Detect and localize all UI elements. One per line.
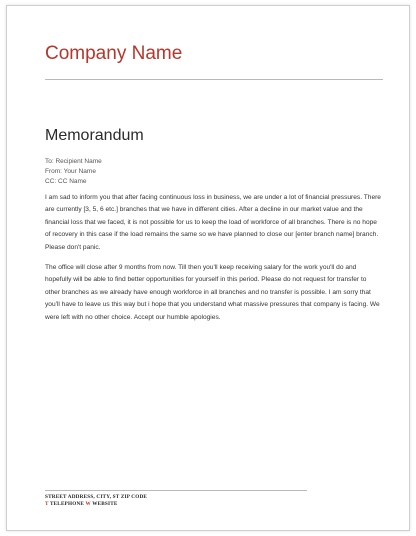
footer-telephone: TELEPHONE bbox=[49, 501, 85, 507]
memo-page bbox=[6, 5, 410, 531]
memo-body bbox=[45, 192, 381, 332]
memo-meta bbox=[45, 157, 102, 187]
footer-contact bbox=[45, 501, 147, 508]
memo-to: To: Recipient Name bbox=[45, 158, 102, 165]
header-divider bbox=[45, 79, 383, 80]
memo-from: From: Your Name bbox=[45, 168, 96, 175]
memo-paragraph: I am sad to inform you that after facing continuous loss in business, we are under a lot of financial pressures. There are currently [3, 5, 6 etc.] branches that we have in different cities. After a decline in our market value and the financial loss that we faced, it is not possible for us to keep the load of workforce of all branches. There is no hope of recovery in this case if the load remains the same so we have planned to close our [enter branch name] branch. Please don't panic. bbox=[45, 194, 381, 251]
memo-title: Memorandum bbox=[45, 127, 144, 144]
footer-website: WEBSITE bbox=[92, 501, 118, 507]
memo-cc: CC: CC Name bbox=[45, 178, 87, 185]
footer bbox=[45, 494, 147, 508]
memo-paragraph: The office will close after 9 months from now. Till then you'll keep receiving salary for the work you'll do and hopefully will be able to find better opportunities for yourself in this period. Please do not request for transfer to other branches as we already have enough workforce in all branches and no transfer is possible. I am sorry that you'll have to leave us this way but i hope that you understand what massive pressures that company is facing. We were left with no other choice. Accept our humble apologies. bbox=[45, 264, 380, 321]
website-marker: W bbox=[85, 501, 91, 507]
footer-address: STREET ADDRESS, CITY, ST ZIP CODE bbox=[45, 494, 148, 500]
footer-divider bbox=[45, 490, 307, 491]
telephone-marker: T bbox=[45, 501, 49, 507]
company-name: Company Name bbox=[45, 43, 183, 64]
